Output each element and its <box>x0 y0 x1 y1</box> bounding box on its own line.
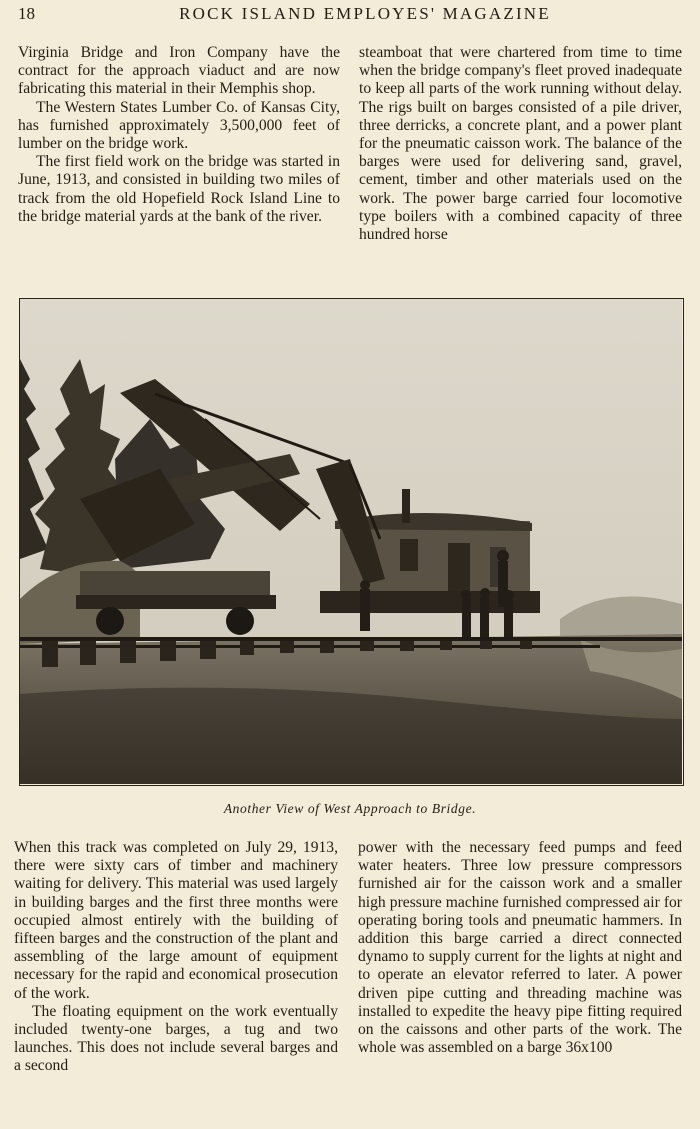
magazine-title: ROCK ISLAND EMPLOYES' MAGAZINE <box>179 4 551 23</box>
text-column-bottom-left <box>14 839 338 1076</box>
paragraph: The Western States Lumber Co. of Kansas City, has furnished approximately 3,500,000 feet of lumber on the bridge work. <box>18 98 340 153</box>
photo-caption: Another View of West Approach to Bridge. <box>223 801 477 816</box>
text-column-top-right <box>359 44 682 244</box>
page-number: 18 <box>18 4 35 23</box>
running-header <box>18 4 682 28</box>
paragraph: The floating equipment on the work eventually included twenty-one barges, a tug and two launches. This does not include several barges and a second <box>14 1002 338 1075</box>
text-column-top-left <box>18 44 340 226</box>
steam-shovel-photograph <box>19 298 684 786</box>
photo-illustration <box>20 299 682 784</box>
paragraph: power with the necessary feed pumps and feed water heaters. Three low pressure compressors furnished air for the caisson work and a smaller high pressure machine furnished compressed air for operating boring tools and pneumatic hammers. In addition this barge carried a direct connected dynamo to supply current for the lights at night and to operate an elevator referred to later. A power driven pipe cutting and threading machine was installed to expedite the heavy pipe fitting required on the caissons and other parts of the work. The whole was assembled on a barge 36x100 <box>358 839 682 1057</box>
paragraph: The first field work on the bridge was started in June, 1913, and consisted in building two miles of track from the old Hopefield Rock Island Line to the bridge material yards at the bank of the river. <box>18 153 340 225</box>
paragraph: When this track was completed on July 29, 1913, there were sixty cars of timber and machinery waiting for delivery. This material was used largely in building barges and the first three months were occupied almost entirely with the building of fifteen barges and the construction of the plant and assembling of the large amount of equipment necessary for the rapid and economical prosecution of the work. <box>14 839 338 1002</box>
text-column-bottom-right <box>358 839 682 1057</box>
paragraph: Virginia Bridge and Iron Company have the contract for the approach viaduct and are now fabricating this material in their Memphis shop. <box>18 44 340 98</box>
paragraph: steamboat that were chartered from time to time when the bridge company's fleet proved inadequate to keep all parts of the work running without delay. The rigs built on barges consisted of a pile driver, three derricks, a concrete plant, and a power plant for the pneumatic caisson work. The balance of the barges were used for delivering sand, gravel, cement, timber and other materials used on the work. The power barge carried four locomotive type boilers with a combined capacity of three hundred horse <box>359 44 682 244</box>
